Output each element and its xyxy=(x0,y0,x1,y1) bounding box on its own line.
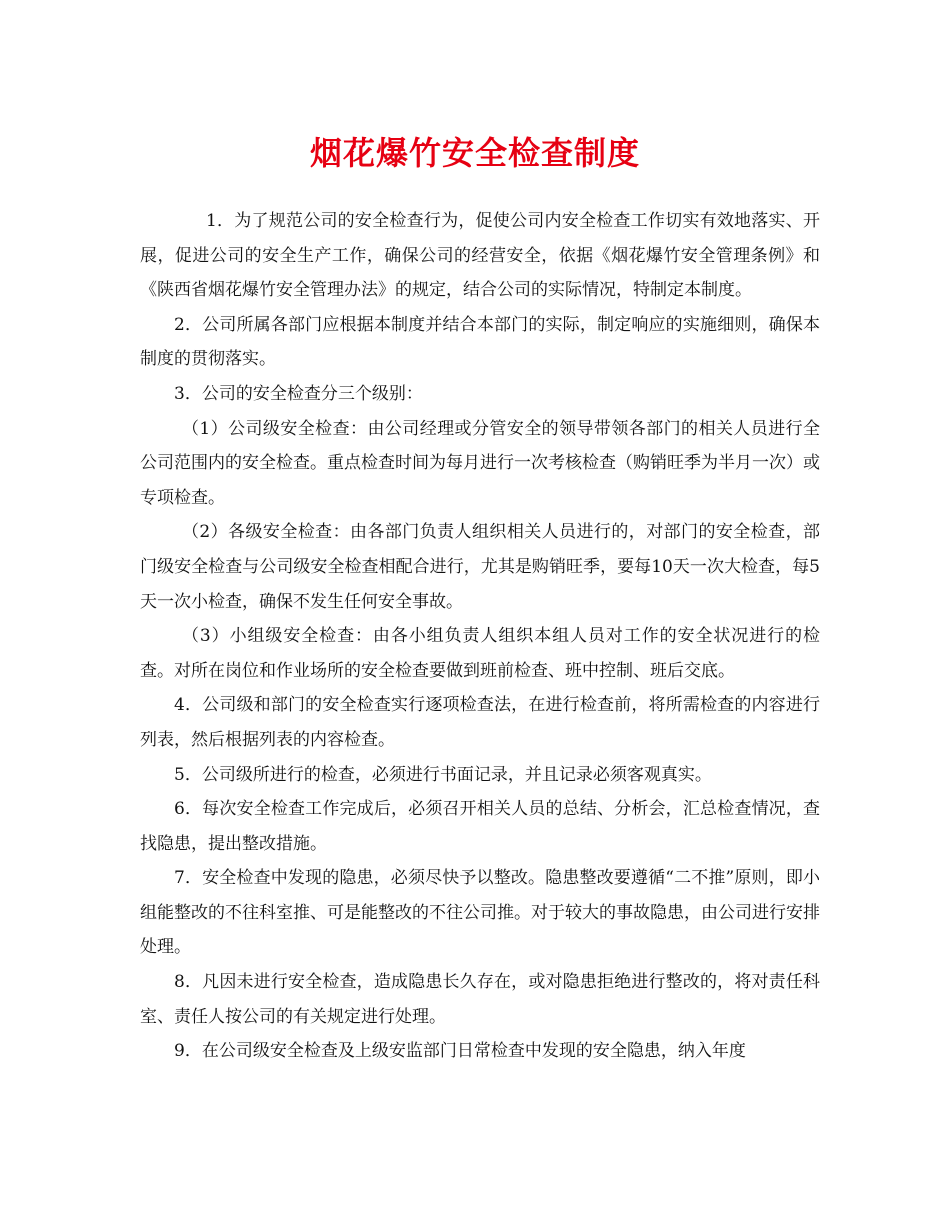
paragraph-9: 9．在公司级安全检查及上级安监部门日常检查中发现的安全隐患，纳入年度 xyxy=(174,1041,746,1062)
paragraph-3-2: （2）各级安全检查：由各部门负责人组织相关人员进行的，对部门的安全检查，部门级安全检查与公司级安全检查相配合进行，尤其是购销旺季，要每10天一次大检查，每5天一次小检查，确保不发生任何安全事故。 xyxy=(140,522,820,612)
paragraph-8: 8．凡因未进行安全检查，造成隐患长久存在，或对隐患拒绝进行整改的，将对责任科室、责任人按公司的有关规定进行处理。 xyxy=(140,972,820,1027)
document-body xyxy=(140,204,820,1069)
paragraph-7: 7．安全检查中发现的隐患，必须尽快予以整改。隐患整改要遵循“二不推”原则，即小组能整改的不往科室推、可是能整改的不往公司推。对于较大的事故隐患，由公司进行安排处理。 xyxy=(140,868,820,958)
paragraph-3-3: （3）小组级安全检查：由各小组负责人组织本组人员对工作的安全状况进行的检查。对所在岗位和作业场所的安全检查要做到班前检查、班中控制、班后交底。 xyxy=(140,626,820,681)
paragraph-3: 3．公司的安全检查分三个级别： xyxy=(174,383,423,404)
paragraph-6: 6．每次安全检查工作完成后，必须召开相关人员的总结、分析会，汇总检查情况，查找隐患，提出整改措施。 xyxy=(140,799,820,854)
paragraph-2: 2．公司所属各部门应根据本制度并结合本部门的实际，制定响应的实施细则，确保本制度的贯彻落实。 xyxy=(140,314,820,370)
paragraph-1: 1．为了规范公司的安全检查行为，促使公司内安全检查工作切实有效地落实、开展，促进公司的安全生产工作，确保公司的经营安全，依据《烟花爆竹安全管理条例》和《陕西省烟花爆竹安全管理办法》的规定，结合公司的实际情况，特制定本制度。 xyxy=(140,211,820,301)
paragraph-4: 4．公司级和部门的安全检查实行逐项检查法，在进行检查前，将所需检查的内容进行列表，然后根据列表的内容检查。 xyxy=(140,695,820,750)
paragraph-5: 5．公司级所进行的检查，必须进行书面记录，并且记录必须客观真实。 xyxy=(174,764,712,785)
document-title: 烟花爆竹安全检查制度 xyxy=(309,134,640,172)
paragraph-3-1: （1）公司级安全检查：由公司经理或分管安全的领导带领各部门的相关人员进行全公司范围内的安全检查。重点检查时间为每月进行一次考核检查（购销旺季为半月一次）或专项检查。 xyxy=(140,418,820,508)
